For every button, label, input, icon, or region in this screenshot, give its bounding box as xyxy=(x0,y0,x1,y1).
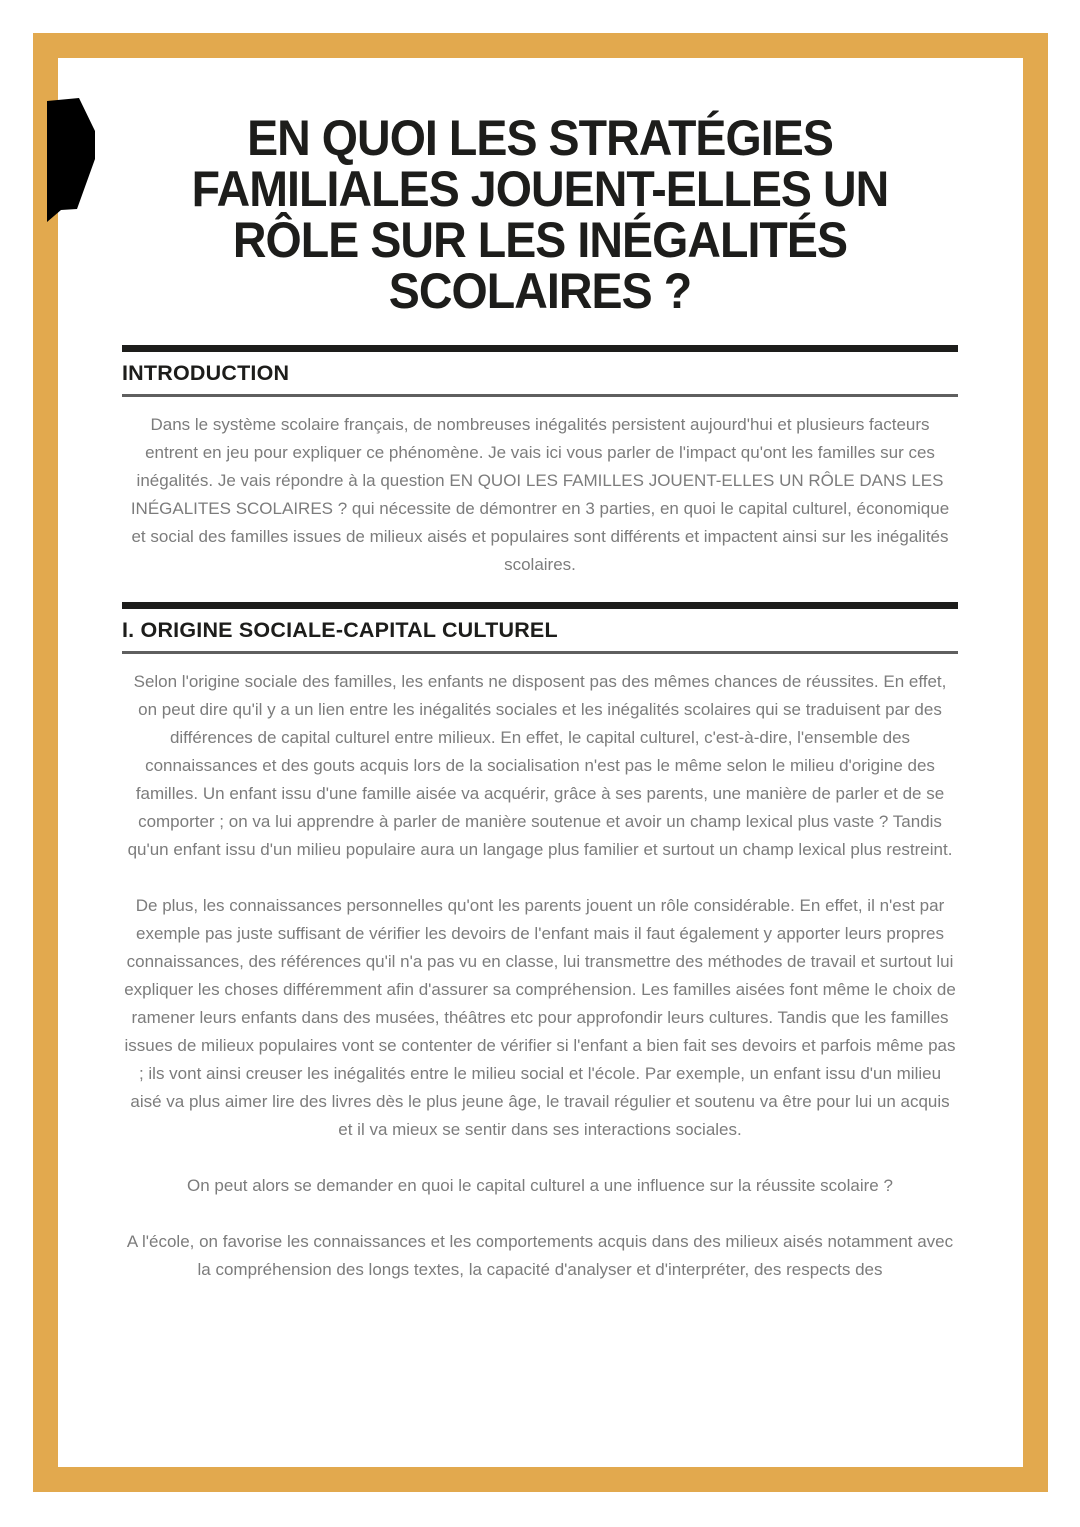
section-origine-sociale xyxy=(122,602,958,1284)
section-rule-bottom xyxy=(122,651,958,654)
section-heading-origine-sociale: I. ORIGINE SOCIALE-CAPITAL CULTUREL xyxy=(122,618,558,642)
bookmark-icon xyxy=(46,98,96,223)
paragraph-ecole: A l'école, on favorise les connaissances et les comportements acquis dans des milieux aisés notamment avec la compréhension des longs textes, la capacité d'analyser et d'interpréter, des respects des xyxy=(126,1232,954,1279)
page-title-line-1: EN QUOI LES STRATÉGIES xyxy=(247,110,833,166)
page-title-line-3: RÔLE SUR LES INÉGALITÉS xyxy=(232,212,848,268)
paragraph-intro: Dans le système scolaire français, de nombreuses inégalités persistent aujourd'hui et plusieurs facteurs entrent en jeu pour expliquer ce phénomène. Je vais ici vous parler de l'impact qu'ont les familles sur ces inégalités. Je vais répondre à la question EN QUOI LES FAMILLES JOUENT-ELLES UN RÔLE DANS LES INÉGALITES SCOLAIRES ? qui nécessite de démontrer en 3 parties, en quoi le capital culturel, économique et social des familles issues de milieux aisés et populaires sont différents et impactent ainsi sur les inégalités scolaires. xyxy=(130,415,950,574)
section-rule-bottom xyxy=(122,394,958,397)
document-content xyxy=(122,95,958,1284)
section-introduction xyxy=(122,345,958,579)
page-title-line-2: FAMILIALES JOUENT-ELLES UN xyxy=(191,161,889,217)
paragraph-capital-culturel-2: De plus, les connaissances personnelles qu'ont les parents jouent un rôle considérable. En effet, il n'est par exemple pas juste suffisant de vérifier les devoirs de l'enfant mais il faut également y apporter leurs propres connaissances, des références qu'il n'a pas vu en classe, lui transmettre des méthodes de travail et surtout lui expliquer les choses différemment afin d'assurer sa compréhension. Les familles aisées font même le choix de ramener leurs enfants dans des musées, théâtres etc pour approfondir leurs cultures. Tandis que les familles issues de milieux populaires vont se contenter de vérifier si l'enfant a bien fait ses devoirs et parfois même pas ; ils vont ainsi creuser les inégalités entre le milieu social et l'école. Par exemple, un enfant issu d'un milieu aisé va plus aimer lire des livres dès le plus jeune âge, le travail régulier et soutenu va être pour lui un acquis et il va mieux se sentir dans ses interactions sociales. xyxy=(124,896,956,1139)
paragraph-capital-culturel-1: Selon l'origine sociale des familles, les enfants ne disposent pas des mêmes chances de réussites. En effet, on peut dire qu'il y a un lien entre les inégalités sociales et les inégalités scolaires qui se traduisent par des différences de capital culturel entre milieux. En effet, le capital culturel, c'est-à-dire, l'ensemble des connaissances et des gouts acquis lors de la socialisation n'est pas le même selon le milieu d'origine des familles. Un enfant issu d'une famille aisée va acquérir, grâce à ses parents, une manière de parler et de se comporter ; on va lui apprendre à parler de manière soutenue et avoir un champ lexical plus vaste ? Tandis qu'un enfant issu d'un milieu populaire aura un langage plus familier et surtout un champ lexical plus restreint. xyxy=(127,672,953,859)
paragraph-question: On peut alors se demander en quoi le capital culturel a une influence sur la réussite scolaire ? xyxy=(187,1176,893,1195)
section-heading-introduction: INTRODUCTION xyxy=(122,361,290,385)
page-title-line-4: SCOLAIRES ? xyxy=(388,263,692,319)
section-rule-top xyxy=(122,345,958,352)
page-title xyxy=(151,110,928,319)
section-rule-top xyxy=(122,602,958,609)
